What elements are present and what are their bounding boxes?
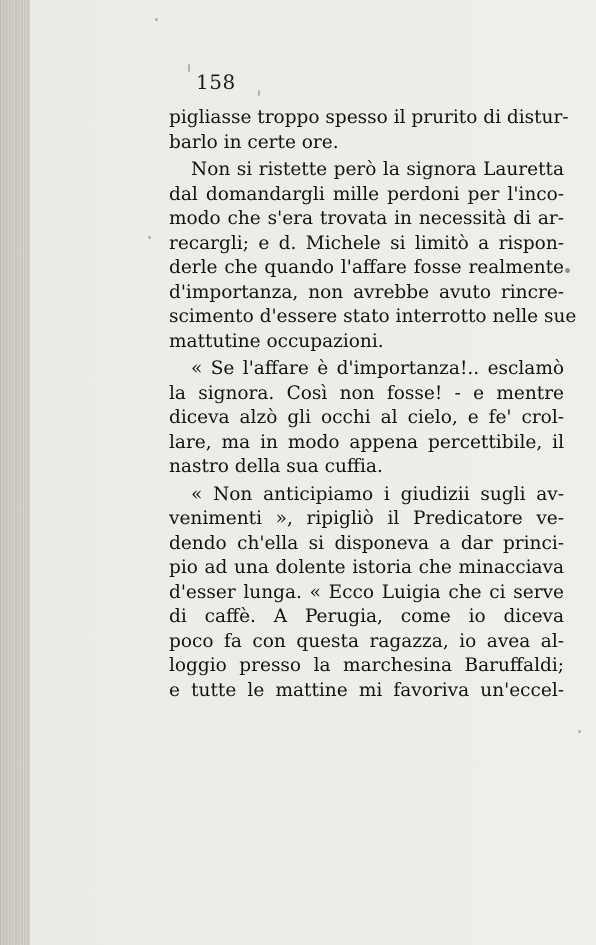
- text-line: dendo ch'ella si disponeva a dar princi-: [169, 532, 564, 554]
- text-line: barlo in certe ore.: [169, 131, 339, 153]
- text-line: lare, ma in modo appena percettibile, il: [169, 431, 564, 453]
- text-line: « Se l'affare è d'importanza!.. esclamò: [191, 358, 564, 379]
- text-line: loggio presso la marchesina Baruffaldi;: [169, 655, 564, 676]
- paper-speck: [188, 64, 190, 72]
- text-line: e tutte le mattine mi favoriva un'eccel-: [169, 679, 564, 701]
- body-text: [169, 106, 577, 703]
- text-line: d'importanza, non avrebbe avuto rincre-: [169, 281, 564, 303]
- text-line: venimenti », ripigliò il Predicatore ve-: [169, 508, 564, 529]
- page-number: 158: [196, 70, 236, 94]
- paper-speck: [148, 236, 151, 239]
- text-line: derle che quando l'affare fosse realmente: [169, 257, 564, 278]
- text-line: scimento d'essere stato interrotto nelle sue: [169, 306, 577, 327]
- text-line: modo che s'era trovata in necessità di ar-: [169, 208, 564, 229]
- text-line: diceva alzò gli occhi al cielo, e fe' crol-: [169, 407, 564, 428]
- text-line: dal domandargli mille perdoni per l'inco-: [169, 183, 564, 205]
- text-line: la signora. Così non fosse! - e mentre: [169, 382, 564, 404]
- text-line: recargli; e d. Michele si limitò a rispon-: [169, 232, 564, 254]
- page-binding-edge: [0, 0, 30, 945]
- paper-speck: [155, 18, 158, 21]
- text-line: pio ad una dolente istoria che minacciava: [169, 557, 564, 578]
- paper-speck: [258, 90, 260, 96]
- paper-speck: [578, 730, 581, 733]
- text-line: di caffè. A Perugia, come io diceva: [169, 606, 564, 627]
- paper-speck: [565, 268, 570, 273]
- text-line: poco fa con questa ragazza, io avea al-: [169, 630, 564, 652]
- text-line: Non si ristette però la signora Lauretta: [191, 159, 564, 180]
- text-line: d'esser lunga. « Ecco Luigia che ci serve: [169, 581, 564, 603]
- text-line: pigliasse troppo spesso il prurito di distur-: [169, 107, 569, 128]
- text-line: « Non anticipiamo i giudizii sugli av-: [191, 483, 564, 505]
- text-line: mattutine occupazioni.: [169, 330, 384, 352]
- text-line: nastro della sua cuffia.: [169, 456, 383, 477]
